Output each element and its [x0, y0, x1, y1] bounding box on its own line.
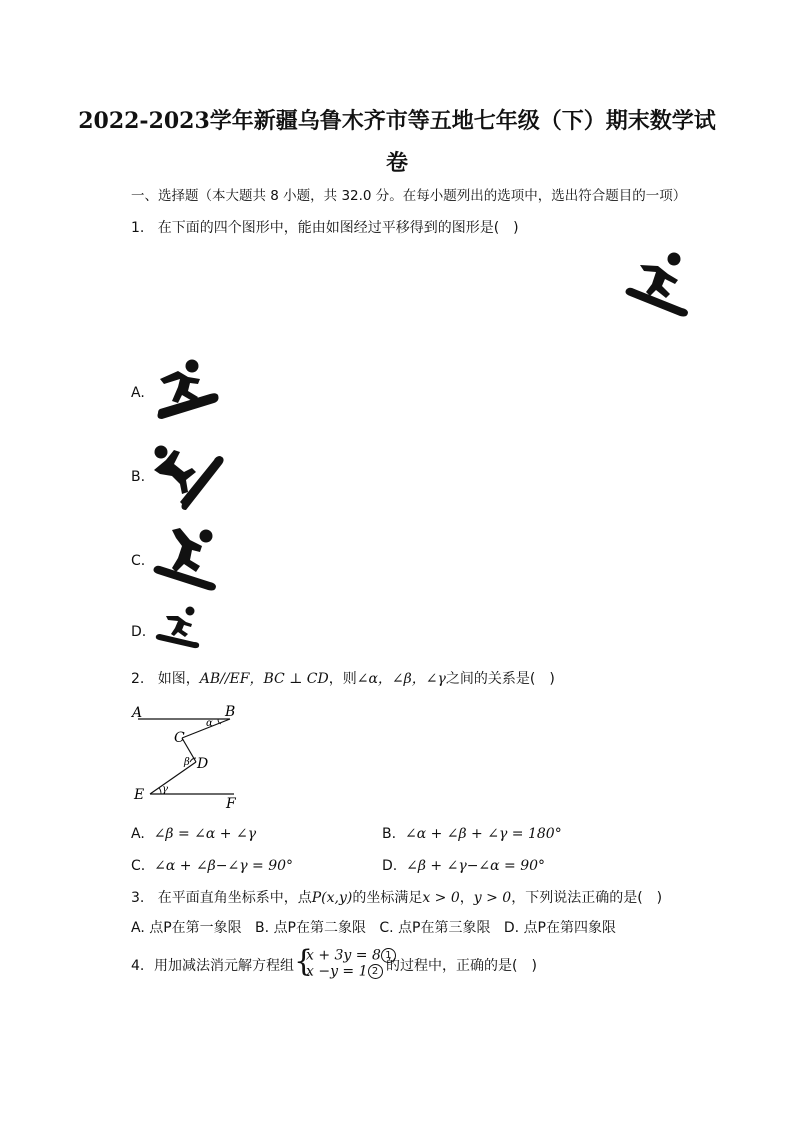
question-4-number: 4.	[131, 958, 145, 974]
question-math: y > 0	[473, 890, 512, 906]
angle-label-beta: β	[184, 757, 190, 768]
question-3-options	[131, 919, 616, 937]
point-label-f: F	[226, 796, 236, 812]
equation-mark-2: 2	[368, 964, 383, 979]
question-2	[131, 670, 555, 688]
question-math: AB//EF，BC ⊥ CD	[199, 671, 329, 687]
option-text: ∠β = ∠α + ∠γ	[153, 826, 257, 842]
equation-mark-1: 1	[381, 948, 396, 963]
question-stem: 如图，	[157, 671, 200, 687]
point-label-a: A	[132, 705, 143, 721]
option-b	[382, 825, 562, 843]
option-a	[131, 825, 256, 843]
point-label-b: B	[225, 704, 236, 720]
angle-label-gamma: γ	[162, 784, 168, 795]
page-title-continued: 卷	[385, 150, 408, 176]
snowboarder-icon	[622, 250, 692, 320]
option-label: D.	[503, 920, 520, 936]
option-text: ∠α + ∠β + ∠γ = 180°	[404, 826, 562, 842]
point-label-c: C	[174, 730, 185, 746]
question-4-stem-b: 的过程中，正确的是( )	[386, 958, 537, 974]
question-stem: 在下面的四个图形中，能由如图经过平移得到的图形是( )	[157, 220, 519, 236]
question-number: 3.	[131, 890, 145, 906]
option-a-label: A.	[131, 385, 145, 401]
section-heading: 一、选择题（本大题共 8 小题，共 32.0 分。在每小题列出的选项中，选出符合题目的一项）	[131, 188, 687, 204]
option-d	[382, 857, 545, 875]
question-math: P(x,y)	[311, 890, 353, 906]
equation-brace: {	[294, 944, 314, 979]
option-label: A.	[131, 920, 145, 936]
angle-label-alpha: α	[206, 718, 213, 729]
question-number: 2.	[131, 671, 145, 687]
question-3	[131, 889, 662, 907]
option-label: D.	[382, 858, 398, 874]
question-stem: ，则	[328, 671, 357, 687]
question-math: ∠α，∠β，∠γ	[356, 671, 446, 687]
snowboarder-icon	[154, 604, 204, 650]
option-label: C.	[131, 858, 146, 874]
question-stem: ，	[459, 890, 474, 906]
snowboarder-icon	[152, 357, 222, 427]
option-text: 点P在第四象限	[523, 920, 617, 936]
question-4-stem-a: 用加减法消元解方程组	[154, 958, 294, 974]
option-text: 点P在第二象限	[273, 920, 367, 936]
option-text: ∠β + ∠γ−∠α = 90°	[406, 858, 546, 874]
snowboarder-icon	[150, 524, 222, 594]
point-label-d: D	[197, 756, 209, 772]
option-c-label: C.	[131, 553, 146, 569]
question-number: 1.	[131, 220, 145, 236]
option-label: B.	[255, 920, 270, 936]
geometry-figure	[130, 702, 250, 812]
point-label-e: E	[134, 787, 145, 803]
option-b-label: B.	[131, 469, 146, 485]
equation-system	[306, 948, 396, 979]
question-stem: 之间的关系是( )	[445, 671, 555, 687]
question-stem: 在平面直角坐标系中，点	[157, 890, 312, 906]
option-label: C.	[379, 920, 394, 936]
snowboarder-icon	[152, 440, 227, 512]
equation-1: x + 3y = 8	[306, 947, 381, 964]
option-label: B.	[382, 826, 397, 842]
option-text: 点P在第三象限	[398, 920, 491, 936]
question-stem: 的坐标满足	[352, 890, 423, 906]
equation-2: x −y = 1	[306, 963, 368, 979]
page-title: 2022-2023学年新疆乌鲁木齐市等五地七年级（下）期末数学试	[78, 108, 716, 134]
option-text: ∠α + ∠β−∠γ = 90°	[154, 858, 294, 874]
option-c	[131, 857, 293, 875]
option-label: A.	[131, 826, 145, 842]
option-d-label: D.	[131, 624, 147, 640]
question-stem: ，下列说法正确的是( )	[511, 890, 663, 906]
question-1	[131, 219, 519, 237]
option-text: 点P在第一象限	[149, 920, 242, 936]
question-math: x > 0	[422, 890, 460, 906]
